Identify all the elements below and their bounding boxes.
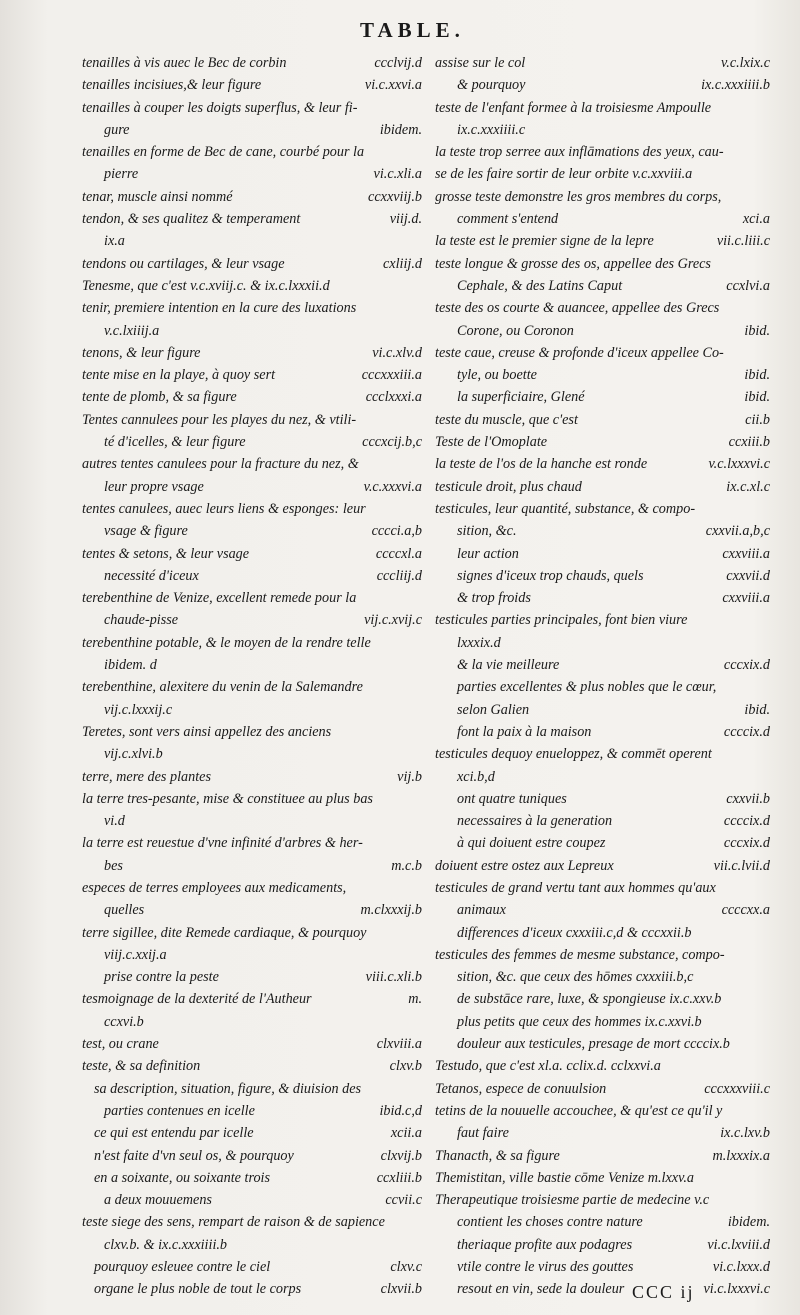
entry-reference: vii.c.liii.c xyxy=(716,233,770,250)
page-header: TABLE. xyxy=(360,18,465,42)
entry-text: tyle, ou boette xyxy=(457,367,537,384)
entry-text: tesmoignage de la dexterité de l'Autheur xyxy=(82,991,312,1008)
index-entry xyxy=(82,855,422,877)
entry-reference: cccxix.d xyxy=(723,835,770,852)
entry-text: tenailles incisiues,& leur figure xyxy=(82,77,262,94)
entry-reference: cccliij.d xyxy=(376,567,422,584)
index-column-left xyxy=(82,52,422,1301)
entry-text: testicules de grand vertu tant aux hommes qu'aux xyxy=(435,879,716,896)
index-entry xyxy=(435,74,770,96)
entry-text: organe le plus noble de tout le corps xyxy=(94,1281,302,1298)
entry-text: tentes & setons, & leur vsage xyxy=(82,545,250,562)
entry-reference: ccvii.c xyxy=(385,1192,422,1209)
index-entry xyxy=(435,922,770,944)
entry-text: tendon, & ses qualitez & temperament xyxy=(82,211,301,228)
index-entry xyxy=(82,543,422,565)
index-entry xyxy=(435,342,770,364)
entry-text: terebenthine de Venize, excellent remede pour la xyxy=(82,590,357,607)
entry-reference: ibidem. xyxy=(379,121,422,138)
index-entry xyxy=(82,230,422,252)
entry-text: testicules, leur quantité, substance, & compo- xyxy=(435,500,696,517)
entry-reference: cxxvii.d xyxy=(726,567,770,584)
entry-text: contient les choses contre nature xyxy=(457,1214,643,1231)
entry-text: testicules parties principales, font bien viure xyxy=(435,612,688,629)
index-entry xyxy=(82,587,422,609)
index-entry xyxy=(82,498,422,520)
entry-reference: cccci.a,b xyxy=(371,523,422,540)
index-entry xyxy=(435,520,770,542)
entry-reference: clxviii.a xyxy=(376,1036,422,1053)
entry-reference: ccccxl.a xyxy=(375,545,422,562)
entry-reference: clxv.c xyxy=(390,1259,422,1276)
entry-text: a deux mouuemens xyxy=(104,1192,212,1209)
index-entry xyxy=(82,1234,422,1256)
entry-text: ix.c.xxxiiii.c xyxy=(457,121,526,138)
entry-reference: cii.b xyxy=(745,411,770,428)
entry-text: leur propre vsage xyxy=(104,478,204,495)
index-entry xyxy=(82,141,422,163)
entry-reference: ccxlvi.a xyxy=(726,277,770,294)
entry-reference: viii.c.xli.b xyxy=(365,969,422,986)
entry-text: testicule droit, plus chaud xyxy=(435,478,582,495)
index-entry xyxy=(435,565,770,587)
index-entry xyxy=(435,587,770,609)
index-entry xyxy=(435,208,770,230)
index-entry xyxy=(435,453,770,475)
entry-text: assise sur le col xyxy=(435,55,526,71)
entry-text: tenailles à vis auec le Bec de corbin xyxy=(82,55,287,71)
entry-text: teste, & sa definition xyxy=(82,1058,201,1075)
entry-reference: cxxviii.a xyxy=(722,590,770,607)
entry-text: parties contenues en icelle xyxy=(104,1102,255,1119)
index-entry xyxy=(82,275,422,297)
entry-reference: vi.c.xlv.d xyxy=(372,344,422,361)
index-entry xyxy=(82,966,422,988)
entry-text: animaux xyxy=(457,902,506,919)
index-entry xyxy=(82,520,422,542)
index-entry xyxy=(82,1189,422,1211)
entry-text: douleur aux testicules, presage de mort ccccix.b xyxy=(457,1036,730,1053)
entry-reference: viij.d. xyxy=(389,211,422,228)
entry-text: vsage & figure xyxy=(104,523,188,540)
entry-text: vi.d xyxy=(104,813,125,830)
entry-text: la teste est le premier signe de la lepre xyxy=(435,233,654,250)
entry-reference: cccxcij.b,c xyxy=(362,434,422,451)
index-entry xyxy=(82,743,422,765)
index-entry xyxy=(435,632,770,654)
index-entry xyxy=(82,409,422,431)
entry-text: tenailles à couper les doigts superflus, & leur fi- xyxy=(82,99,358,116)
index-entry xyxy=(435,743,770,765)
entry-text: pourquoy esleuee contre le ciel xyxy=(94,1259,271,1276)
entry-text: sition, &c. que ceux des hōmes cxxxiii.b,c xyxy=(457,969,694,986)
entry-reference: v.c.lxix.c xyxy=(721,55,770,71)
entry-text: testicules dequoy enueloppez, & commēt operent xyxy=(435,746,712,763)
index-entry xyxy=(435,52,770,74)
entry-text: sa description, situation, figure, & diuision des xyxy=(94,1080,362,1097)
entry-reference: ccccxx.a xyxy=(721,902,770,919)
entry-text: doiuent estre ostez aux Lepreux xyxy=(435,857,614,874)
index-entry xyxy=(82,186,422,208)
index-entry xyxy=(82,1122,422,1144)
entry-text: Themistitan, ville bastie cōme Venize m.lxxv.a xyxy=(435,1169,694,1186)
entry-text: n'est faite d'vn seul os, & pourquoy xyxy=(94,1147,294,1164)
index-entry xyxy=(435,1100,770,1122)
entry-text: quelles xyxy=(104,902,145,919)
index-entry xyxy=(435,543,770,565)
entry-reference: clxvii.b xyxy=(380,1281,422,1298)
index-entry xyxy=(82,119,422,141)
index-entry xyxy=(82,1033,422,1055)
index-entry xyxy=(82,699,422,721)
entry-text: teste siege des sens, rempart de raison & de sapience xyxy=(82,1214,385,1231)
index-entry xyxy=(82,877,422,899)
index-entry xyxy=(435,1078,770,1100)
index-entry xyxy=(82,832,422,854)
entry-text: parties excellentes & plus nobles que le cœur, xyxy=(457,679,717,696)
entry-text: v.c.lxiiij.a xyxy=(104,322,160,339)
entry-reference: cccxxxiii.a xyxy=(361,367,422,384)
index-entry xyxy=(435,163,770,185)
entry-reference: m.clxxxij.b xyxy=(360,902,422,919)
entry-text: xci.b,d xyxy=(457,768,495,785)
entry-reference: clxvij.b xyxy=(380,1147,422,1164)
entry-text: ix.a xyxy=(104,233,125,250)
entry-text: autres tentes canulees pour la fracture du nez, & xyxy=(82,456,359,473)
entry-text: se de les faire sortir de leur orbite v.c.xxviii.a xyxy=(435,166,693,183)
entry-reference: v.c.lxxxvi.c xyxy=(708,456,770,473)
index-entry xyxy=(435,275,770,297)
entry-text: Therapeutique troisiesme partie de medecine v.c xyxy=(435,1192,710,1209)
index-entry xyxy=(435,119,770,141)
index-entry xyxy=(435,988,770,1010)
entry-text: Tentes cannulees pour les playes du nez, & vtili- xyxy=(82,411,357,428)
index-entry xyxy=(82,676,422,698)
entry-text: tenons, & leur figure xyxy=(82,344,201,361)
index-entry xyxy=(82,1078,422,1100)
entry-text: necessaires à la generation xyxy=(457,813,613,830)
entry-text: Teretes, sont vers ainsi appellez des anciens xyxy=(82,723,332,740)
entry-reference: ibid. xyxy=(744,322,770,339)
entry-text: testicules des femmes de mesme substance, compo- xyxy=(435,946,725,963)
index-entry xyxy=(435,832,770,854)
index-entry xyxy=(435,855,770,877)
entry-text: plus petits que ceux des hommes ix.c.xxvi.b xyxy=(457,1013,702,1030)
index-entry xyxy=(435,409,770,431)
index-entry xyxy=(82,253,422,275)
entry-text: leur action xyxy=(457,545,519,562)
index-entry xyxy=(435,97,770,119)
index-entry xyxy=(435,476,770,498)
entry-reference: cccxxxviii.c xyxy=(704,1080,770,1097)
entry-text: resout en vin, sede la douleur xyxy=(457,1281,625,1298)
entry-reference: ibid. xyxy=(744,389,770,406)
index-entry xyxy=(435,186,770,208)
index-entry xyxy=(435,810,770,832)
entry-text: la teste trop serree aux inflāmations des yeux, cau- xyxy=(435,144,724,161)
index-entry xyxy=(82,1256,422,1278)
index-entry xyxy=(435,386,770,408)
index-entry xyxy=(82,810,422,832)
entry-text: grosse teste demonstre les gros membres du corps, xyxy=(435,188,722,205)
entry-reference: ccxxviij.b xyxy=(368,188,422,205)
index-entry xyxy=(435,676,770,698)
entry-text: teste de l'enfant formee à la troisiesme Ampoulle xyxy=(435,99,712,116)
index-entry xyxy=(435,1234,770,1256)
entry-reference: vii.c.lvii.d xyxy=(713,857,770,874)
entry-reference: cxxvii.a,b,c xyxy=(705,523,770,540)
entry-text: theriaque profite aux podagres xyxy=(457,1236,633,1253)
signature-mark: CCC ij xyxy=(632,1282,695,1302)
entry-text: bes xyxy=(104,857,123,874)
entry-text: tenar, muscle ainsi nommé xyxy=(82,188,233,205)
entry-text: Teste de l'Omoplate xyxy=(435,434,548,451)
index-entry xyxy=(82,364,422,386)
entry-reference: ix.c.lxv.b xyxy=(720,1125,770,1142)
index-entry xyxy=(435,1011,770,1033)
entry-text: teste caue, creuse & profonde d'iceux appellee Co- xyxy=(435,344,724,361)
index-entry xyxy=(82,52,422,74)
entry-text: & pourquoy xyxy=(457,77,526,94)
entry-reference: vi.c.lxxx.d xyxy=(712,1259,770,1276)
entry-reference: ccxliii.b xyxy=(376,1169,422,1186)
entry-reference: vi.c.lxxxvi.c xyxy=(703,1281,770,1298)
index-entry xyxy=(435,609,770,631)
index-entry xyxy=(435,766,770,788)
entry-text: terebenthine potable, & le moyen de la rendre telle xyxy=(82,634,371,651)
entry-text: & trop froids xyxy=(457,590,531,607)
entry-text: sition, &c. xyxy=(457,523,517,540)
entry-reference: vi.c.lxviii.d xyxy=(707,1236,770,1253)
entry-text: vij.c.lxxxij.c xyxy=(104,701,173,718)
entry-text: & la vie meilleure xyxy=(457,657,560,674)
entry-reference: xcii.a xyxy=(390,1125,422,1142)
entry-reference: ix.c.xl.c xyxy=(726,478,770,495)
index-entry xyxy=(435,253,770,275)
entry-reference: cccxix.d xyxy=(723,657,770,674)
entry-text: la superficiaire, Glené xyxy=(457,389,585,406)
index-column-right xyxy=(435,52,770,1301)
index-entry xyxy=(82,632,422,654)
entry-text: teste du muscle, que c'est xyxy=(435,411,578,428)
index-entry xyxy=(435,788,770,810)
index-entry xyxy=(82,163,422,185)
entry-text: ccxvi.b xyxy=(104,1013,144,1030)
index-entry xyxy=(435,1211,770,1233)
index-entry xyxy=(435,1145,770,1167)
entry-text: tente mise en la playe, à quoy sert xyxy=(82,367,276,384)
index-entry xyxy=(435,431,770,453)
index-entry xyxy=(82,476,422,498)
entry-text: chaude-pisse xyxy=(104,612,179,629)
index-entry xyxy=(435,966,770,988)
entry-text: ibidem. d xyxy=(104,657,157,674)
index-entry xyxy=(82,1211,422,1233)
entry-text: vij.c.xlvi.b xyxy=(104,746,163,763)
entry-text: teste des os courte & auancee, appellee des Grecs xyxy=(435,300,720,317)
index-entry xyxy=(82,74,422,96)
index-entry xyxy=(435,654,770,676)
entry-text: clxv.b. & ix.c.xxxiiii.b xyxy=(104,1236,228,1253)
entry-text: té d'icelles, & leur figure xyxy=(104,434,246,451)
index-entry xyxy=(82,1011,422,1033)
index-entry xyxy=(435,297,770,319)
entry-text: selon Galien xyxy=(457,701,530,718)
entry-text: faut faire xyxy=(457,1125,509,1142)
entry-reference: cxliij.d xyxy=(382,255,422,272)
entry-text: viij.c.xxij.a xyxy=(104,946,167,963)
entry-text: font la paix à la maison xyxy=(457,723,592,740)
entry-text: pierre xyxy=(104,166,139,183)
index-entry xyxy=(435,1256,770,1278)
entry-text: Thanacth, & sa figure xyxy=(435,1147,560,1164)
entry-text: la terre tres-pesante, mise & constituee au plus bas xyxy=(82,790,373,807)
entry-text: à qui doiuent estre coupez xyxy=(457,835,606,852)
index-entry xyxy=(435,141,770,163)
entry-text: la teste de l'os de la hanche est ronde xyxy=(435,456,648,473)
index-entry xyxy=(82,1145,422,1167)
entry-reference: ibid.c,d xyxy=(379,1102,422,1119)
entry-reference: xci.a xyxy=(742,211,770,228)
entry-text: signes d'iceux trop chauds, quels xyxy=(457,567,644,584)
index-entry xyxy=(435,1055,770,1077)
entry-text: prise contre la peste xyxy=(104,969,219,986)
entry-reference: ccclxxxi.a xyxy=(365,389,422,406)
entry-text: la terre est reuestue d'vne infinité d'arbres & her- xyxy=(82,835,363,852)
entry-text: necessité d'iceux xyxy=(104,567,199,584)
index-entry xyxy=(82,1167,422,1189)
entry-reference: m.lxxxix.a xyxy=(712,1147,770,1164)
index-entry xyxy=(82,386,422,408)
index-entry xyxy=(435,1033,770,1055)
index-entry xyxy=(82,320,422,342)
index-entry xyxy=(82,97,422,119)
entry-reference: m.c.b xyxy=(391,857,422,874)
entry-text: teste longue & grosse des os, appellee des Grecs xyxy=(435,255,711,272)
entry-text: especes de terres employees aux medicaments, xyxy=(82,879,347,896)
entry-text: Tetanos, espece de conuulsion xyxy=(435,1080,607,1097)
entry-reference: cxxvii.b xyxy=(726,790,770,807)
index-entry xyxy=(82,1278,422,1300)
entry-text: Tenesme, que c'est v.c.xviij.c. & ix.c.lxxxii.d xyxy=(82,277,330,294)
entry-reference: vij.b xyxy=(397,768,422,785)
index-entry xyxy=(435,899,770,921)
index-entry xyxy=(82,1100,422,1122)
index-entry xyxy=(435,498,770,520)
entry-text: en a soixante, ou soixante trois xyxy=(94,1169,271,1186)
index-entry xyxy=(435,721,770,743)
entry-text: tentes canulees, auec leurs liens & esponges: leur xyxy=(82,500,366,517)
entry-text: terre, mere des plantes xyxy=(82,768,211,785)
entry-text: Cephale, & des Latins Caput xyxy=(457,277,623,294)
index-entry xyxy=(82,342,422,364)
index-entry xyxy=(435,1122,770,1144)
entry-text: ont quatre tuniques xyxy=(457,790,567,807)
entry-text: gure xyxy=(104,121,130,138)
entry-reference: m. xyxy=(408,991,422,1008)
index-entry xyxy=(82,565,422,587)
index-entry xyxy=(82,899,422,921)
entry-reference: vij.c.xvij.c xyxy=(364,612,422,629)
entry-text: comment s'entend xyxy=(457,211,559,228)
entry-text: test, ou crane xyxy=(82,1036,159,1053)
index-entry xyxy=(435,364,770,386)
index-entry xyxy=(82,766,422,788)
entry-reference: vi.c.xxvi.a xyxy=(364,77,422,94)
index-entry xyxy=(82,922,422,944)
entry-reference: vi.c.xli.a xyxy=(373,166,422,183)
entry-reference: ibidem. xyxy=(727,1214,770,1231)
index-entry xyxy=(435,1278,770,1300)
entry-text: terre sigillee, dite Remede cardiaque, & pourquoy xyxy=(82,924,367,941)
index-entry xyxy=(82,944,422,966)
index-entry xyxy=(82,721,422,743)
entry-reference: ibid. xyxy=(744,701,770,718)
entry-text: vtile contre le virus des gouttes xyxy=(457,1259,634,1276)
index-entry xyxy=(82,208,422,230)
entry-reference: ix.c.xxxiiii.b xyxy=(701,77,770,94)
index-entry xyxy=(82,609,422,631)
entry-text: tetins de la nouuelle accouchee, & qu'est ce qu'il y xyxy=(435,1102,723,1119)
index-entry xyxy=(82,431,422,453)
entry-text: lxxxix.d xyxy=(457,634,501,651)
entry-reference: ccccix.d xyxy=(723,723,770,740)
entry-reference: ccxiii.b xyxy=(728,434,770,451)
entry-reference: ccccix.d xyxy=(723,813,770,830)
index-entry xyxy=(82,654,422,676)
entry-text: tenir, premiere intention en la cure des luxations xyxy=(82,300,357,317)
entry-text: de substāce rare, luxe, & spongieuse ix.c.xxv.b xyxy=(457,991,722,1008)
entry-reference: ibid. xyxy=(744,367,770,384)
index-entry xyxy=(82,297,422,319)
index-entry xyxy=(82,988,422,1010)
entry-text: Corone, ou Coronon xyxy=(457,322,574,339)
index-entry xyxy=(82,453,422,475)
index-entry xyxy=(435,699,770,721)
index-entry xyxy=(435,877,770,899)
entry-text: tendons ou cartilages, & leur vsage xyxy=(82,255,285,272)
entry-reference: v.c.xxxvi.a xyxy=(363,478,422,495)
index-entry xyxy=(435,944,770,966)
entry-text: terebenthine, alexitere du venin de la Salemandre xyxy=(82,679,363,696)
entry-text: tenailles en forme de Bec de cane, courbé pour la xyxy=(82,144,365,161)
entry-reference: clxv.b xyxy=(389,1058,422,1075)
entry-text: ce qui est entendu par icelle xyxy=(94,1125,254,1142)
index-entry xyxy=(435,1167,770,1189)
entry-text: differences d'iceux cxxxiii.c,d & cccxxii.b xyxy=(457,924,692,941)
entry-reference: ccclvij.d xyxy=(374,55,422,71)
index-entry xyxy=(82,788,422,810)
entry-text: tente de plomb, & sa figure xyxy=(82,389,237,406)
entry-reference: cxxviii.a xyxy=(722,545,770,562)
entry-text: Testudo, que c'est xl.a. cclix.d. cclxxvi.a xyxy=(435,1058,661,1075)
index-entry xyxy=(435,230,770,252)
index-entry xyxy=(435,1189,770,1211)
index-entry xyxy=(435,320,770,342)
index-entry xyxy=(82,1055,422,1077)
